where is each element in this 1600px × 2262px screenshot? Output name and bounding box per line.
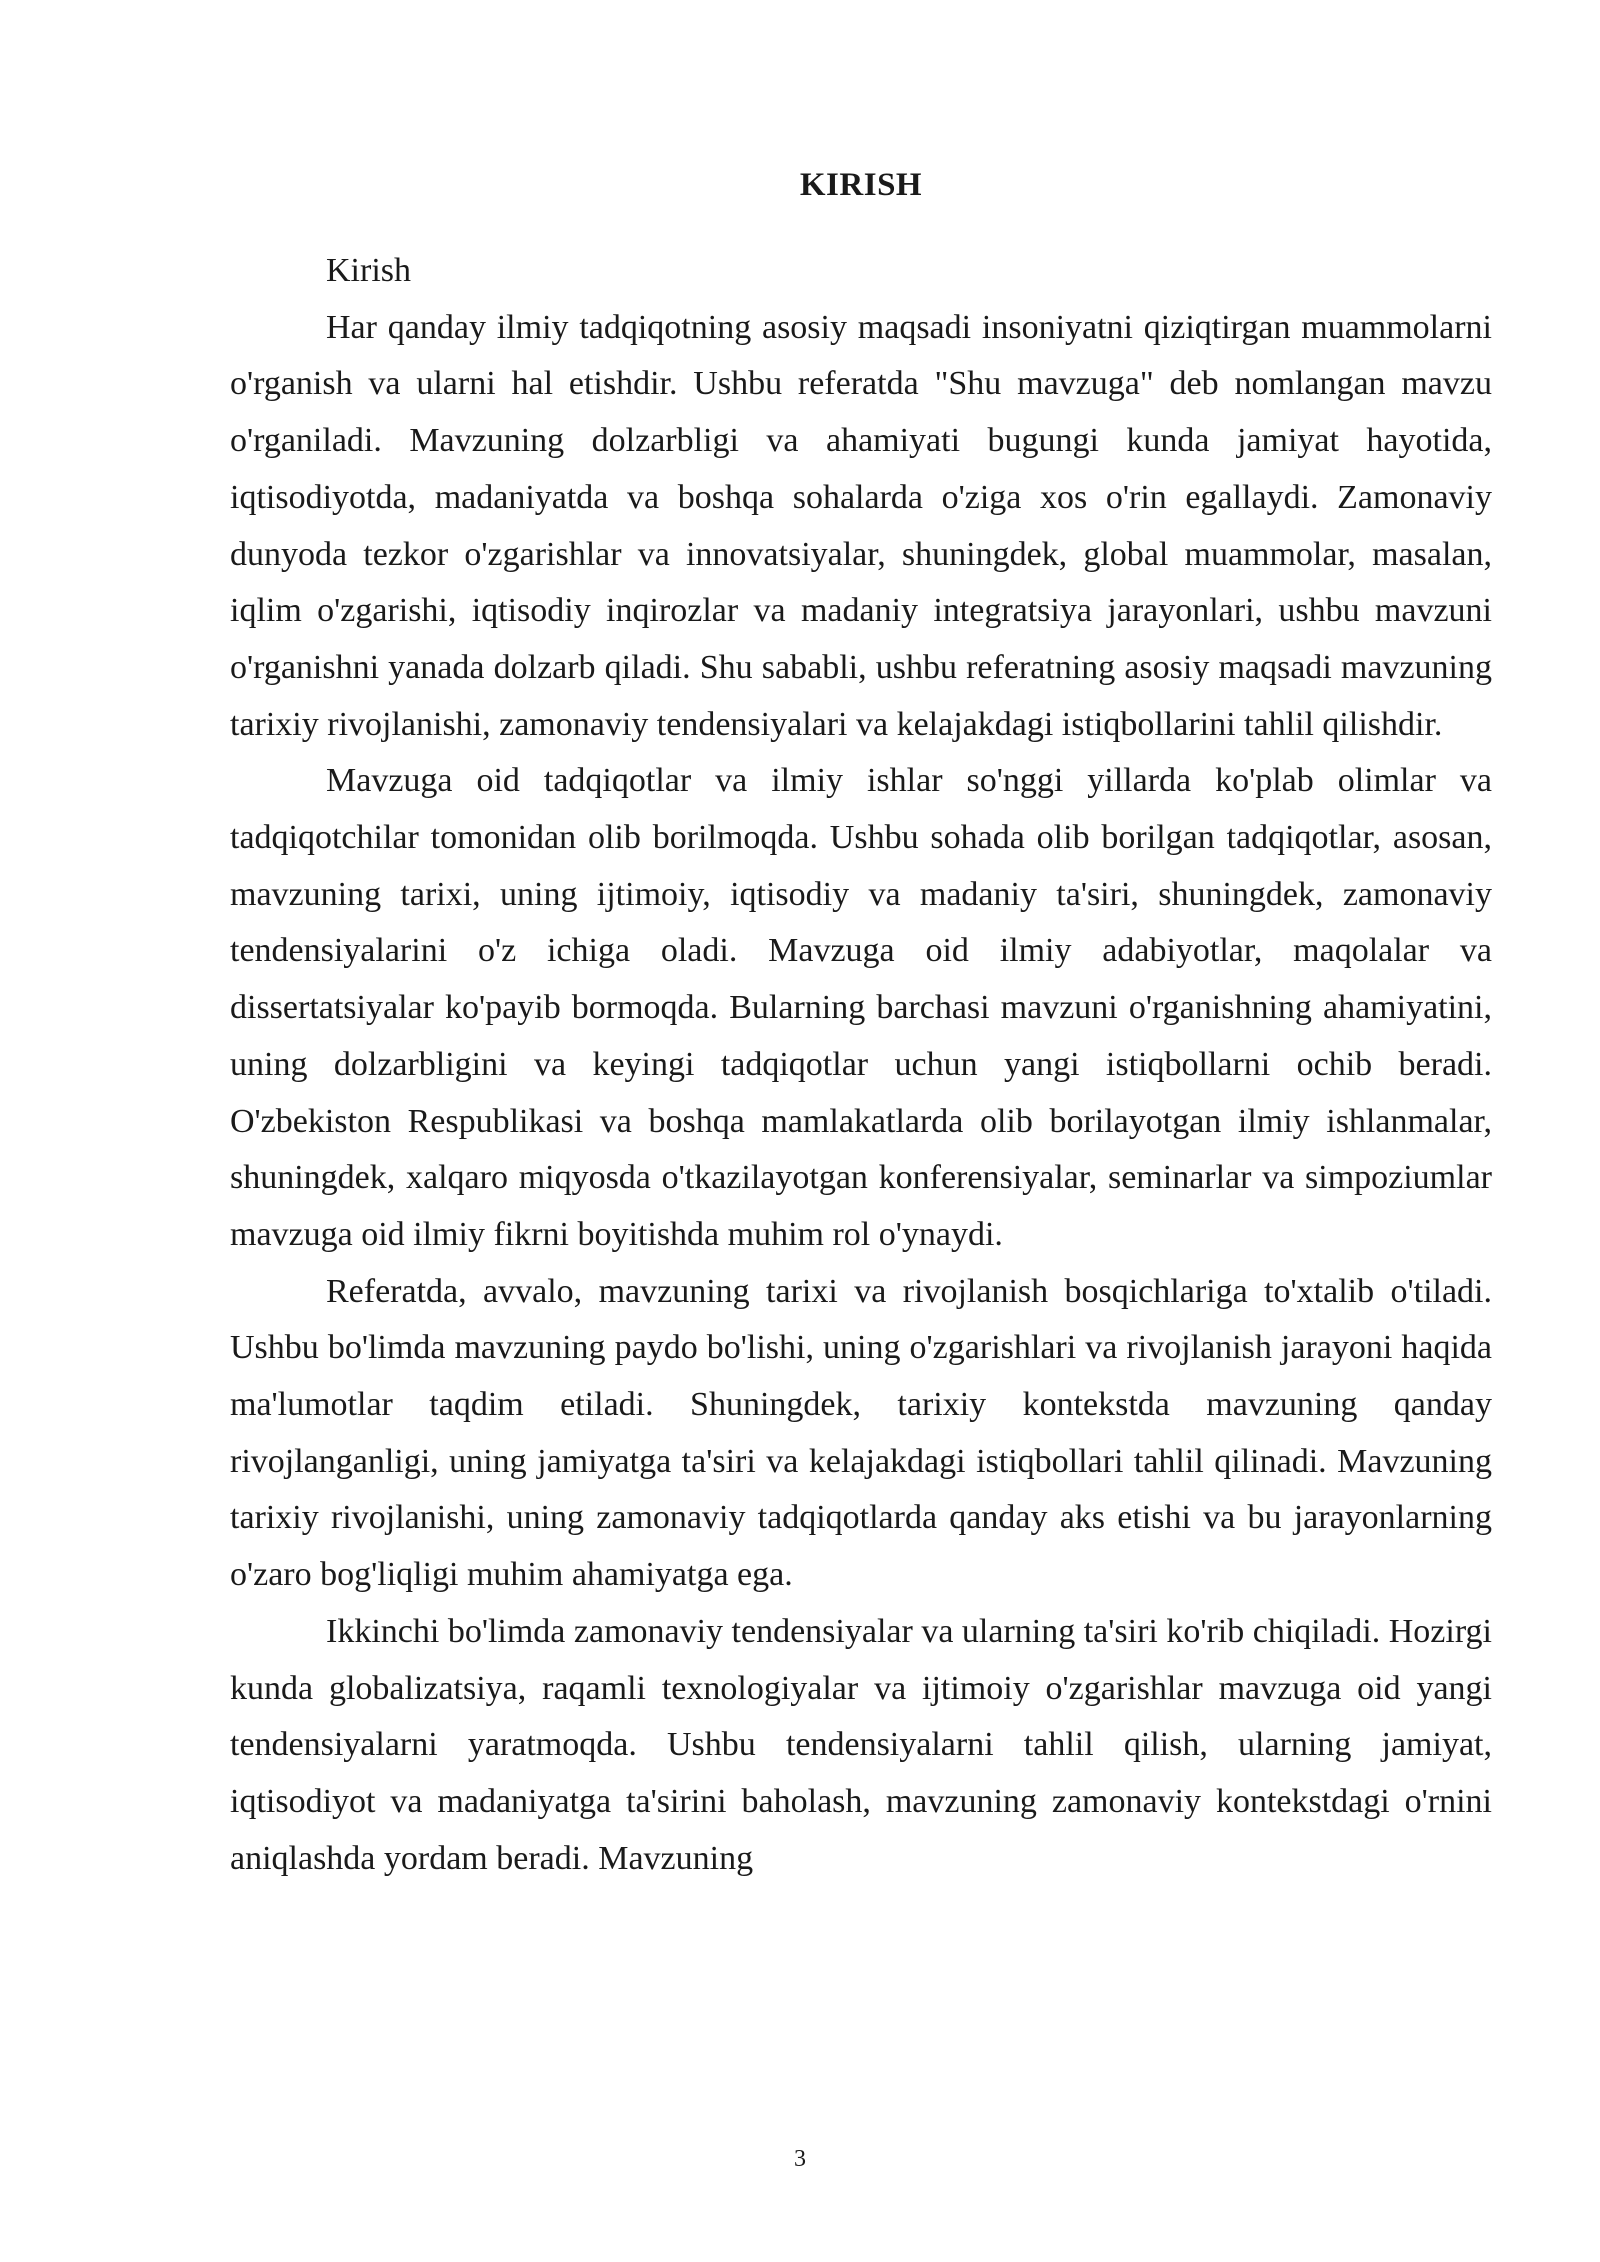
paragraph-2: Mavzuga oid tadqiqotlar va ilmiy ishlar so'nggi yillarda ko'plab olimlar va tadqiqotchilar tomonidan olib borilmoqda. Ushbu sohada olib borilgan tadqiqotlar, asosan, mavzuning tarixi, uning ijtimoiy, iqtisodiy va madaniy ta'siri, shuningdek, zamonaviy tendensiyalarini o'z ichiga oladi. Mavzuga oid ilmiy adabiyotlar, maqolalar va dissertatsiyalar ko'payib bormoqda. Bularning barchasi mavzuni o'rganishning ahamiyatini, uning dolzarbligini va keyingi tadqiqotlar uchun yangi istiqbollarni ochib beradi. O'zbekiston Respublikasi va boshqa mamlakatlarda olib borilayotgan ilmiy ishlanmalar, shuningdek, xalqaro miqyosda o'tkazilayotgan konferensiyalar, seminarlar va simpoziumlar mavzuga oid ilmiy fikrni boyitishda muhim rol o'ynaydi. (230, 762, 1492, 1253)
paragraph-3: Referatda, avvalo, mavzuning tarixi va rivojlanish bosqichlariga to'xtalib o'tiladi. Ushbu bo'limda mavzuning paydo bo'lishi, uning o'zgarishlari va rivojlanish jarayoni haqida ma'lumotlar taqdim etiladi. Shuningdek, tarixiy kontekstda mavzuning qanday rivojlanganligi, uning jamiyatga ta'siri va kelajakdagi istiqbollari tahlil qilinadi. Mavzuning tarixiy rivojlanishi, uning zamonaviy tadqiqotlarda qanday aks etishi va bu jarayonlarning o'zaro bog'liqligi muhim ahamiyatga ega. (230, 1272, 1492, 1594)
page-number: 3 (794, 2146, 806, 2172)
paragraph-4: Ikkinchi bo'limda zamonaviy tendensiyalar va ularning ta'siri ko'rib chiqiladi. Hozirgi kunda globalizatsiya, raqamli texnologiyalar va ijtimoiy o'zgarishlar mavzuga oid yangi tendensiyalarni yaratmoqda. Ushbu tendensiyalarni tahlil qilish, ularning jamiyat, iqtisodiyot va madaniyatga ta'sirini baholash, mavzuning zamonaviy kontekstdagi o'rnini aniqlashda yordam beradi. Mavzuning (230, 1612, 1492, 1877)
page-content (230, 165, 1492, 1887)
page-title: KIRISH (799, 167, 923, 203)
section-subheading: Kirish (326, 252, 411, 289)
paragraph-1: Har qanday ilmiy tadqiqotning asosiy maqsadi insoniyatni qiziqtirgan muammolarni o'rganish va ularni hal etishdir. Ushbu referatda "Shu mavzuga" deb nomlangan mavzu o'rganiladi. Mavzuning dolzarbligi va ahamiyati bugungi kunda jamiyat hayotida, iqtisodiyotda, madaniyatda va boshqa sohalarda o'ziga xos o'rin egallaydi. Zamonaviy dunyoda tezkor o'zgarishlar va innovatsiyalar, shuningdek, global muammolar, masalan, iqlim o'zgarishi, iqtisodiy inqirozlar va madaniy integratsiya jarayonlari, ushbu mavzuni o'rganishni yanada dolzarb qiladi. Shu sababli, ushbu referatning asosiy maqsadi mavzuning tarixiy rivojlanishi, zamonaviy tendensiyalari va kelajakdagi istiqbollarini tahlil qilishdir. (230, 308, 1492, 743)
